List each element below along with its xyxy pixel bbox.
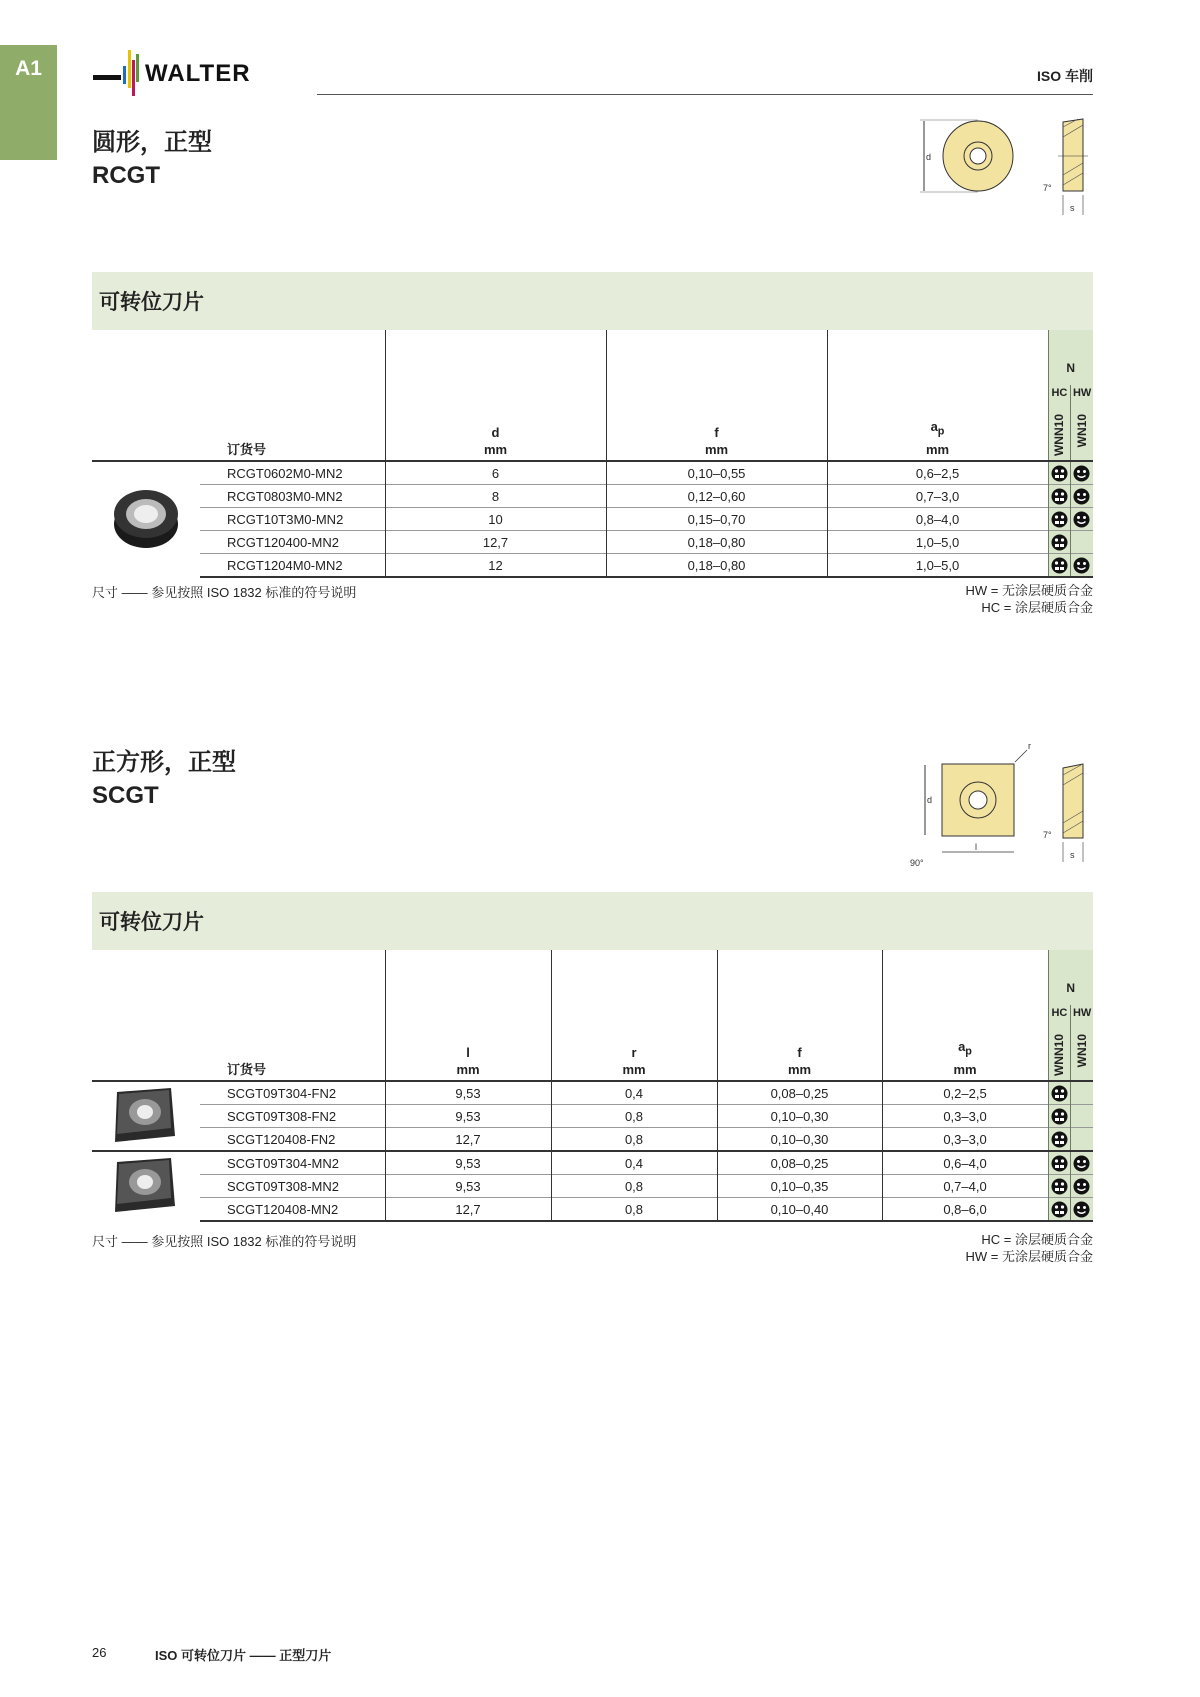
cell-value: 12,7 <box>385 1198 551 1222</box>
cell-value: 10 <box>385 508 606 531</box>
hc-grade-icon <box>1051 1155 1068 1172</box>
cell-value: 0,4 <box>551 1151 717 1175</box>
column-unit: mm <box>483 442 508 457</box>
legend-line: HW = 无涂层硬质合金 <box>965 1249 1093 1264</box>
hc-grade-icon <box>1051 511 1068 528</box>
column-unit: mm <box>456 1062 480 1077</box>
table-row <box>92 1198 1093 1222</box>
column-unit: mm <box>953 1062 977 1077</box>
svg-text:WALTER: WALTER <box>145 60 251 87</box>
hw-grade-icon <box>1073 557 1090 574</box>
table-row <box>92 554 1093 578</box>
scgt-insert-table <box>92 950 1093 1222</box>
cell-value: 0,2–2,5 <box>882 1081 1048 1105</box>
column-header-a <box>882 950 1048 1081</box>
order-number[interactable]: RCGT0602M0-MN2 <box>200 461 385 485</box>
grade-wn10: WN10 <box>1074 413 1089 448</box>
grade-wn10: WN10 <box>1074 1033 1089 1068</box>
hw-availability <box>1070 1151 1093 1175</box>
cell-value: 8 <box>385 485 606 508</box>
hc-grade-icon <box>1051 1178 1068 1195</box>
order-number[interactable]: RCGT10T3M0-MN2 <box>200 508 385 531</box>
table-row <box>92 1151 1093 1175</box>
insert-image <box>92 1151 200 1221</box>
hc-availability <box>1048 485 1070 508</box>
column-header-a <box>827 330 1048 461</box>
cell-value: 1,0–5,0 <box>827 554 1048 578</box>
cell-value: 0,10–0,40 <box>717 1198 882 1222</box>
hc-grade-icon <box>1051 1108 1068 1125</box>
column-header-r <box>551 950 717 1081</box>
cell-value: 0,6–4,0 <box>882 1151 1048 1175</box>
column-symbol: d <box>491 425 500 440</box>
cell-value: 0,3–3,0 <box>882 1128 1048 1152</box>
hc-availability <box>1048 1151 1070 1175</box>
cell-value: 0,8–4,0 <box>827 508 1048 531</box>
legend-line: HC = 涂层硬质合金 <box>981 600 1093 615</box>
cell-value: 9,53 <box>385 1081 551 1105</box>
hw-grade-icon <box>1073 465 1090 482</box>
cell-value: 0,7–4,0 <box>882 1175 1048 1198</box>
insert-image <box>92 1081 200 1151</box>
hc-label: HC <box>1051 386 1068 399</box>
section-title-cn: 圆形，正型 <box>92 129 212 156</box>
cell-value: 0,4 <box>551 1081 717 1105</box>
cell-value: 0,10–0,35 <box>717 1175 882 1198</box>
cell-value: 0,08–0,25 <box>717 1151 882 1175</box>
order-number[interactable]: RCGT120400-MN2 <box>200 531 385 554</box>
section-tag: ISO 车削 <box>1036 68 1093 84</box>
hw-availability <box>1070 1081 1093 1105</box>
material-group-n: N <box>1066 360 1076 375</box>
hc-availability <box>1048 508 1070 531</box>
page-tab: A1 <box>0 45 57 160</box>
svg-text:90°: 90° <box>910 858 924 868</box>
svg-text:r: r <box>1028 741 1031 751</box>
insert-image <box>92 461 200 577</box>
hc-grade-icon <box>1051 1131 1068 1148</box>
hw-availability <box>1070 554 1093 578</box>
column-symbol: f <box>714 425 719 440</box>
walter-logo <box>93 48 293 96</box>
column-symbol: l <box>466 1045 470 1060</box>
order-number[interactable]: SCGT120408-MN2 <box>200 1198 385 1222</box>
order-number[interactable]: SCGT09T304-MN2 <box>200 1151 385 1175</box>
section-title-cn: 正方形，正型 <box>92 749 236 776</box>
grade-wnn10: WNN10 <box>1051 1033 1066 1076</box>
header-rule <box>317 94 1093 95</box>
table-row <box>92 1128 1093 1152</box>
hc-availability <box>1048 1128 1070 1152</box>
order-number[interactable]: RCGT0803M0-MN2 <box>200 485 385 508</box>
legend-line: HW = 无涂层硬质合金 <box>965 583 1093 598</box>
hw-label: HW <box>1072 1006 1092 1019</box>
hw-availability <box>1070 1105 1093 1128</box>
hc-grade-icon <box>1051 1201 1068 1218</box>
column-symbol: f <box>797 1045 802 1060</box>
cell-value: 12,7 <box>385 1128 551 1152</box>
column-symbol: $a_p$ <box>930 419 945 438</box>
svg-text:7°: 7° <box>1043 830 1052 840</box>
band-label: 可转位刀片 <box>99 291 204 314</box>
column-unit: mm <box>622 1062 646 1077</box>
hc-availability <box>1048 554 1070 578</box>
hc-availability <box>1048 1105 1070 1128</box>
svg-text:d: d <box>927 795 933 805</box>
rcgt-diagram <box>918 115 1098 220</box>
svg-text:7°: 7° <box>1043 183 1052 193</box>
hc-grade-icon <box>1051 557 1068 574</box>
hc-grade-icon <box>1051 1085 1068 1102</box>
hw-availability <box>1070 1128 1093 1152</box>
indexable-inserts-band <box>92 272 1093 330</box>
hc-availability <box>1048 1198 1070 1222</box>
order-number[interactable]: RCGT1204M0-MN2 <box>200 554 385 578</box>
hc-availability <box>1048 461 1070 485</box>
hc-label: HC <box>1051 1006 1068 1019</box>
hc-availability <box>1048 531 1070 554</box>
grade-header <box>1048 950 1093 1081</box>
cell-value: 0,10–0,30 <box>717 1128 882 1152</box>
grade-header <box>1048 330 1093 461</box>
legend-line: HC = 涂层硬质合金 <box>981 1232 1093 1247</box>
hw-grade-icon <box>1073 511 1090 528</box>
hw-availability <box>1070 508 1093 531</box>
page-number: 26 <box>92 1645 107 1660</box>
order-number-header: 订货号 <box>200 330 385 461</box>
hw-grade-icon <box>1073 488 1090 505</box>
column-header-f <box>606 330 827 461</box>
dimension-note: 尺寸 —— 参见按照 ISO 1832 标准的符号说明 <box>92 1234 357 1249</box>
order-number[interactable]: SCGT09T308-FN2 <box>200 1105 385 1128</box>
table-row <box>92 485 1093 508</box>
cell-value: 0,7–3,0 <box>827 485 1048 508</box>
cell-value: 12,7 <box>385 531 606 554</box>
cell-value: 0,18–0,80 <box>606 531 827 554</box>
hc-grade-icon <box>1051 534 1068 551</box>
column-header-l <box>385 950 551 1081</box>
svg-text:l: l <box>975 842 977 852</box>
table-row <box>92 1175 1093 1198</box>
hw-grade-icon <box>1073 1201 1090 1218</box>
hc-grade-icon <box>1051 488 1068 505</box>
cell-value: 0,8 <box>551 1128 717 1152</box>
cell-value: 0,18–0,80 <box>606 554 827 578</box>
table-row <box>92 461 1093 485</box>
cell-value: 0,3–3,0 <box>882 1105 1048 1128</box>
cell-value: 0,8 <box>551 1175 717 1198</box>
footer-title: ISO 可转位刀片 —— 正型刀片 <box>155 1648 332 1663</box>
table-row <box>92 1081 1093 1105</box>
grade-legend <box>966 1231 1093 1265</box>
cell-value: 0,10–0,55 <box>606 461 827 485</box>
order-number-header: 订货号 <box>200 950 385 1081</box>
hw-availability <box>1070 485 1093 508</box>
hw-availability <box>1070 531 1093 554</box>
column-unit: mm <box>704 442 729 457</box>
hw-label: HW <box>1072 386 1092 399</box>
order-number[interactable]: SCGT09T304-FN2 <box>200 1081 385 1105</box>
column-header-f <box>717 950 882 1081</box>
cell-value: 9,53 <box>385 1151 551 1175</box>
hw-grade-icon <box>1073 1178 1090 1195</box>
cell-value: 12 <box>385 554 606 578</box>
cell-value: 0,08–0,25 <box>717 1081 882 1105</box>
table-row <box>92 1105 1093 1128</box>
cell-value: 0,8–6,0 <box>882 1198 1048 1222</box>
section-title-en: SCGT <box>92 782 159 809</box>
table-row <box>92 531 1093 554</box>
cell-value: 0,15–0,70 <box>606 508 827 531</box>
cell-value: 0,8 <box>551 1105 717 1128</box>
column-header-d <box>385 330 606 461</box>
cell-value: 0,8 <box>551 1198 717 1222</box>
cell-value: 9,53 <box>385 1105 551 1128</box>
table-row <box>92 508 1093 531</box>
order-number[interactable]: SCGT120408-FN2 <box>200 1128 385 1152</box>
cell-value: 0,12–0,60 <box>606 485 827 508</box>
dim-d: d <box>926 152 932 162</box>
column-unit: mm <box>925 442 950 457</box>
hw-availability <box>1070 1198 1093 1222</box>
hw-availability <box>1070 461 1093 485</box>
hw-availability <box>1070 1175 1093 1198</box>
section-title-en: RCGT <box>92 162 160 189</box>
band-label: 可转位刀片 <box>99 911 204 934</box>
svg-text:s: s <box>1070 203 1075 213</box>
hc-availability <box>1048 1081 1070 1105</box>
column-symbol: r <box>631 1045 637 1060</box>
grade-wnn10: WNN10 <box>1051 413 1066 456</box>
hw-grade-icon <box>1073 1155 1090 1172</box>
hc-grade-icon <box>1051 465 1068 482</box>
rcgt-insert-table <box>92 330 1093 578</box>
cell-value: 9,53 <box>385 1175 551 1198</box>
indexable-inserts-band <box>92 892 1093 950</box>
cell-value: 1,0–5,0 <box>827 531 1048 554</box>
scgt-diagram <box>905 740 1100 870</box>
column-unit: mm <box>787 1062 812 1077</box>
cell-value: 0,10–0,30 <box>717 1105 882 1128</box>
svg-text:s: s <box>1070 850 1075 860</box>
grade-legend <box>966 582 1093 616</box>
material-group-n: N <box>1066 980 1076 995</box>
dimension-note: 尺寸 —— 参见按照 ISO 1832 标准的符号说明 <box>92 585 357 600</box>
column-symbol: $a_p$ <box>958 1039 972 1058</box>
order-number[interactable]: SCGT09T308-MN2 <box>200 1175 385 1198</box>
cell-value: 6 <box>385 461 606 485</box>
cell-value: 0,6–2,5 <box>827 461 1048 485</box>
hc-availability <box>1048 1175 1070 1198</box>
